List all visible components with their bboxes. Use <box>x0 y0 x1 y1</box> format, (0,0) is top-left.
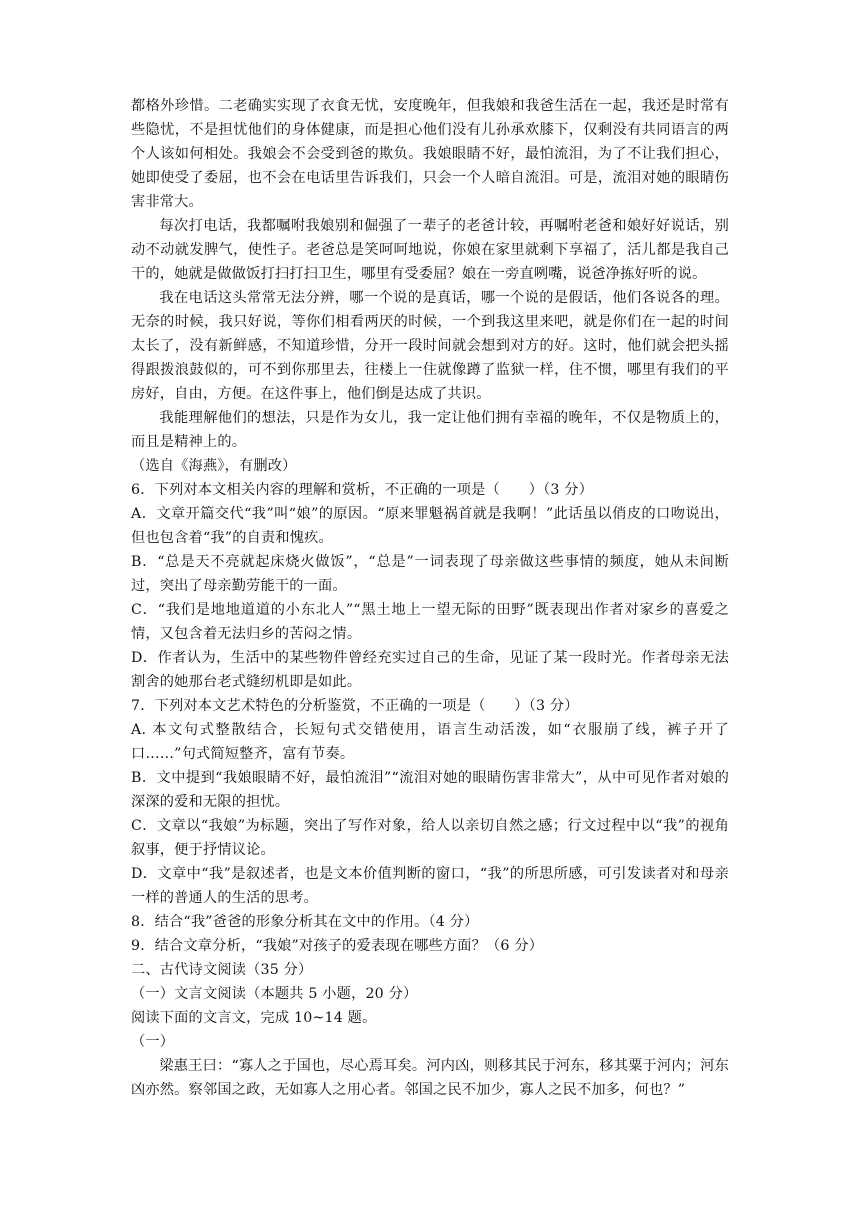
question-6: 6．下列对本文相关内容的理解和赏析，不正确的一项是（ ）（3 分） <box>131 482 594 498</box>
reading-instruction: 阅读下面的文言文，完成 10~14 题。 <box>131 1010 377 1026</box>
passage-paragraph: 都格外珍惜。二老确实实现了衣食无忧，安度晚年，但我娘和我爸生活在一起，我还是时常有些隐忧，不是担忧他们的身体健康，而是担心他们没有儿孙承欢膝下，仅剩没有共同语言的两个人该如何相处。我娘会不会受到爸的欺负。我娘眼睛不好，最怕流泪，为了不让我们担心，她即使受了委屈，也不会在电话里告诉我们，只会一个人暗自流泪。可是，流泪对她的眼睛伤害非常大。 <box>131 98 729 210</box>
classical-text: 梁惠王曰：“寡人之于国也，尽心焉耳矣。河内凶，则移其民于河东，移其粟于河内；河东凶亦然。察邻国之政，无如寡人之用心者。邻国之民不加少，寡人之民不加多，何也？” <box>131 1058 729 1098</box>
text-marker: （一） <box>131 1034 175 1050</box>
question-8: 8．结合“我”爸爸的形象分析其在文中的作用。（4 分） <box>131 914 479 930</box>
passage-paragraph: 我能理解他们的想法，只是作为女儿，我一定让他们拥有幸福的晚年，不仅是物质上的，而且是精神上的。 <box>131 410 729 450</box>
question-6-option-b: B．“总是天不亮就起床烧火做饭”，“总是”一词表现了母亲做这些事情的频度，她从未间断过，突出了母亲勤劳能干的一面。 <box>131 554 729 594</box>
section-heading: 二、古代诗文阅读（35 分） <box>131 962 313 978</box>
passage-paragraph: 每次打电话，我都嘱咐我娘别和倔强了一辈子的老爸计较，再嘱咐老爸和娘好好说话，别动不动就发脾气，使性子。老爸总是笑呵呵地说，你娘在家里就剩下享福了，活儿都是我自己干的，她就是做做饭打扫打扫卫生，哪里有受委屈？娘在一旁直咧嘴，说爸净拣好听的说。 <box>131 218 729 282</box>
question-6-option-a: A．文章开篇交代“我”叫“娘”的原因。“原来罪魁祸首就是我啊！”此话虽以俏皮的口吻说出，但也包含着“我”的自责和愧疚。 <box>131 506 729 546</box>
question-6-option-c: C．“我们是地地道道的小东北人”“黑土地上一望无际的田野”既表现出作者对家乡的喜爱之情，又包含着无法归乡的苦闷之情。 <box>131 602 729 642</box>
question-9: 9．结合文章分析，“我娘”对孩子的爱表现在哪些方面？（6 分） <box>131 938 544 954</box>
question-6-option-d: D．作者认为，生活中的某些物件曾经充实过自己的生命，见证了某一段时光。作者母亲无法割舍的她那台老式缝纫机即是如此。 <box>131 650 729 690</box>
question-7: 7．下列对本文艺术特色的分析鉴赏，不正确的一项是（ ）（3 分） <box>131 698 579 714</box>
question-7-option-a: A. 本文句式整散结合，长短句式交错使用，语言生动活泼，如“衣服崩了线，裤子开了口……”句式简短整齐，富有节奏。 <box>131 722 729 762</box>
passage-source: （选自《海燕》，有删改） <box>131 458 297 474</box>
question-7-option-c: C．文章以“我娘”为标题，突出了写作对象，给人以亲切自然之感；行文过程中以“我”的视角叙事，便于抒情议论。 <box>131 818 729 858</box>
document-body <box>131 94 729 1102</box>
passage-paragraph: 我在电话这头常常无法分辨，哪一个说的是真话，哪一个说的是假话，他们各说各的理。无奈的时候，我只好说，等你们相看两厌的时候，一个到我这里来吧，就是你们在一起的时间太长了，没有新鲜感，不知道珍惜，分开一段时间就会想到对方的好。这时，他们就会把头摇得跟拨浪鼓似的，可不到你那里去，往楼上一住就像蹲了监狱一样，住不惯，哪里有我们的平房好，自由，方便。在这件事上，他们倒是达成了共识。 <box>131 290 729 402</box>
question-7-option-d: D．文章中“我”是叙述者，也是文本价值判断的窗口，“我”的所思所感，可引发读者对和母亲一样的普通人的生活的思考。 <box>131 866 729 906</box>
subsection-heading: （一）文言文阅读（本题共 5 小题，20 分） <box>131 986 418 1002</box>
question-7-option-b: B．文中提到“我娘眼睛不好，最怕流泪”“流泪对她的眼睛伤害非常大”，从中可见作者对娘的深深的爱和无限的担忧。 <box>131 770 729 810</box>
